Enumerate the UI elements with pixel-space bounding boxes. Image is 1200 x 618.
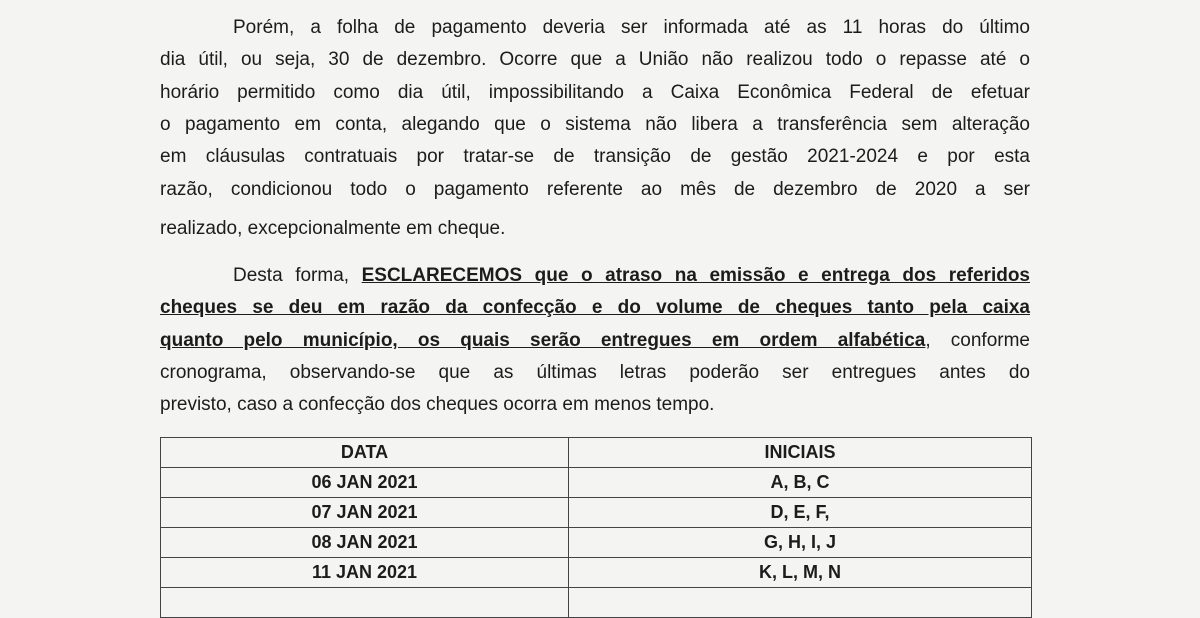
cell-date: 06 JAN 2021 <box>161 468 569 498</box>
table-row <box>161 468 1032 498</box>
text-line: o pagamento em conta, alegando que o sistema não libera a transferência sem alteração <box>160 114 1030 135</box>
table-row-partial <box>161 588 1032 618</box>
header-iniciais: INICIAIS <box>569 438 1032 468</box>
cell-initials: D, E, F, <box>569 498 1032 528</box>
cell-initials: K, L, M, N <box>569 558 1032 588</box>
text-line: realizado, excepcionalmente em cheque. <box>160 218 506 239</box>
header-data: DATA <box>161 438 569 468</box>
text-line <box>233 264 1030 288</box>
text-line <box>160 296 1030 320</box>
emphasis-text: cheques se deu em razão da confecção e do volume de cheques tanto pela caixa <box>160 297 1030 318</box>
text-line: em cláusulas contratuais por tratar-se de transição de gestão 2021-2024 e por esta <box>160 146 1030 167</box>
table-header-row <box>161 438 1032 468</box>
text-line: cronograma, observando-se que as últimas letras poderão ser entregues antes do <box>160 362 1030 383</box>
schedule-table <box>160 437 1032 618</box>
cell-date: 07 JAN 2021 <box>161 498 569 528</box>
text-line: horário permitido como dia útil, impossibilitando a Caixa Econômica Federal de efetuar <box>160 82 1030 103</box>
cell-date <box>161 588 569 618</box>
emphasis-text: ESCLARECEMOS que o atraso na emissão e entrega dos referidos <box>361 265 1031 286</box>
table-row <box>161 498 1032 528</box>
cell-date: 11 JAN 2021 <box>161 558 569 588</box>
cell-initials <box>569 588 1032 618</box>
text-line <box>160 329 1030 353</box>
text: , conforme <box>925 330 1030 351</box>
text-line: razão, condicionou todo o pagamento referente ao mês de dezembro de 2020 a ser <box>160 179 1030 200</box>
text-line: previsto, caso a confecção dos cheques ocorra em menos tempo. <box>160 394 715 415</box>
text: Desta forma, <box>233 265 362 286</box>
table-row <box>161 528 1032 558</box>
cell-initials: A, B, C <box>569 468 1032 498</box>
cell-initials: G, H, I, J <box>569 528 1032 558</box>
emphasis-text: quanto pelo município, os quais serão entregues em ordem alfabética <box>160 330 926 351</box>
text-line: Porém, a folha de pagamento deveria ser informada até as 11 horas do último <box>233 17 1030 38</box>
text-line: dia útil, ou seja, 30 de dezembro. Ocorre que a União não realizou todo o repasse até o <box>160 49 1030 70</box>
cell-date: 08 JAN 2021 <box>161 528 569 558</box>
table-row <box>161 558 1032 588</box>
